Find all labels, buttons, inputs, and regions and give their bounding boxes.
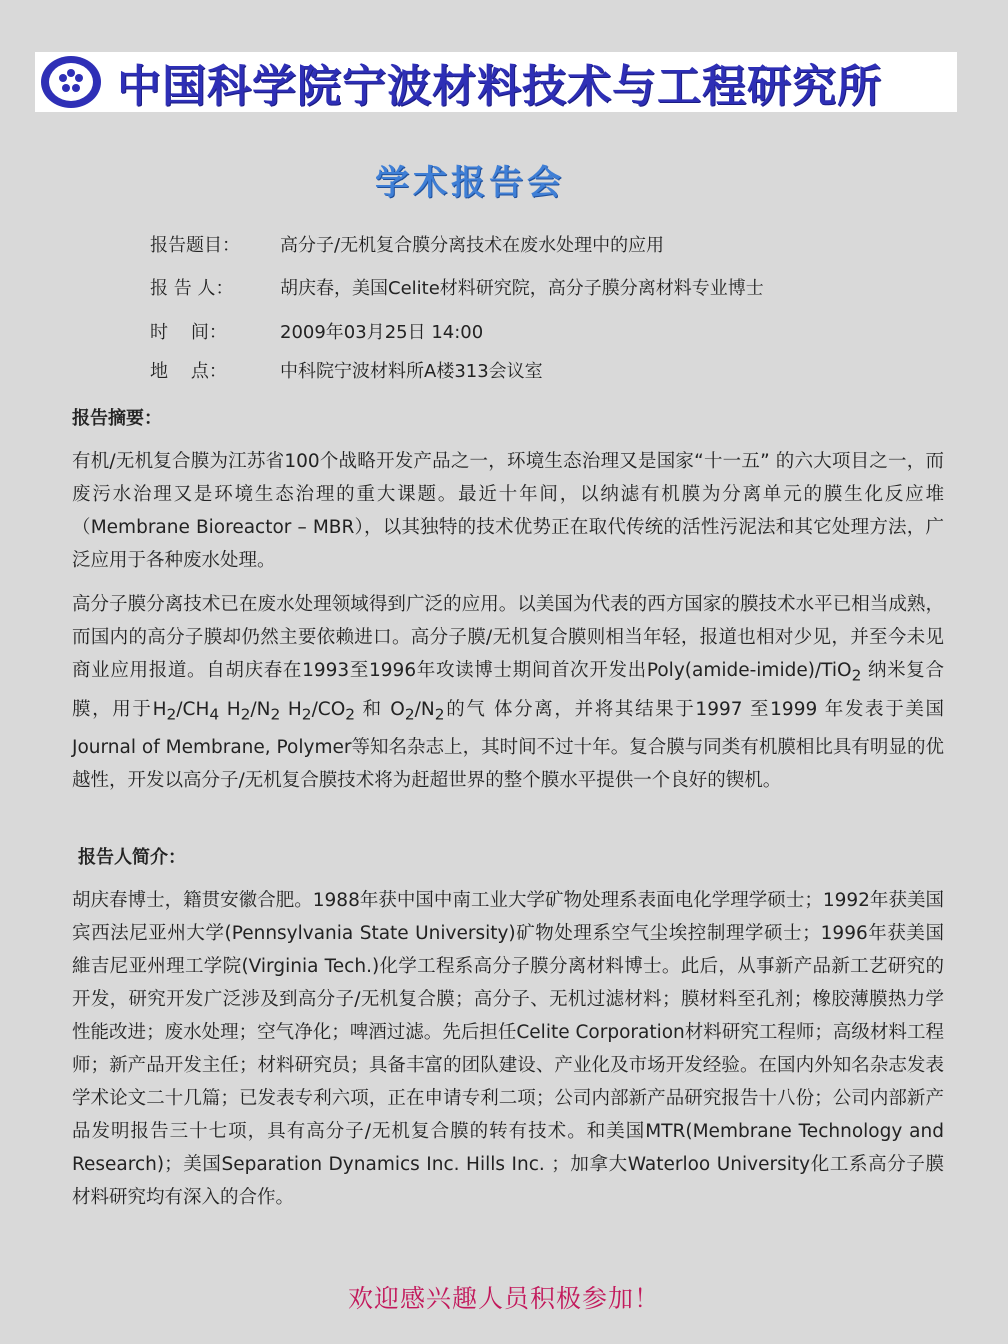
- closing-invitation: 欢迎感兴趣人员积极参加！: [347, 1284, 660, 1313]
- info-topic-row: [150, 231, 664, 257]
- info-speaker-row: [150, 274, 764, 300]
- event-title: 学术报告会: [375, 163, 565, 203]
- topic-value: 高分子/无机复合膜分离技术在废水处理中的应用: [280, 235, 665, 256]
- bio-heading: 报告人简介：: [78, 847, 186, 868]
- cas-emblem-icon: [39, 54, 103, 110]
- speaker-label: 报 告 人：: [150, 278, 234, 299]
- abstract-heading: 报告摘要：: [72, 408, 162, 429]
- place-label: 地 点：: [150, 361, 227, 382]
- speaker-value: 胡庆春，美国Celite材料研究院，高分子膜分离材料专业博士: [280, 278, 764, 299]
- time-value: 2009年03月25日 14:00: [280, 322, 484, 343]
- info-time-row: [150, 318, 483, 344]
- place-value: 中科院宁波材料所A楼313会议室: [280, 361, 543, 382]
- bio-paragraph: 胡庆春博士，籍贯安徽合肥。1988年获中国中南工业大学矿物处理系表面电化学理学硕士；1992年获美国宾西法尼亚州大学(Pennsylvania State University)矿物处理系空气尘埃控制理学硕士；1996年获美国維吉尼亚州理工学院(Virginia Tech.)化学工程系高分子膜分离材料博士。此后，从事新产品新工艺研究的开发，研究开发广泛涉及到高分子/无机复合膜；高分子、无机过滤材料；膜材料至孔剂；橡胶薄膜热力学性能改进；废水处理；空气净化；啤酒过滤。先后担任Celite Corporation材料研究工程师；高级材料工程师；新产品开发主任；材料研究员；具备丰富的团队建设、产业化及市场开发经验。在国内外知名杂志发表学术论文二十几篇；已发表专利六项，正在申请专利二项；公司内部新产品研究报告十八份；公司内部新产品发明报告三十七项，具有高分子/无机复合膜的转有技术。和美国MTR(Membrane Technology and Research)；美国Separation Dynamics Inc. Hills Inc. ；加拿大Waterloo University化工系高分子膜材料研究均有深入的合作。: [72, 890, 944, 1208]
- time-label: 时 间：: [150, 322, 227, 343]
- institute-name: 中国科学院宁波材料技术与工程研究所: [117, 61, 882, 112]
- topic-label: 报告题目：: [150, 235, 240, 256]
- info-place-row: [150, 357, 543, 383]
- abstract-paragraph-2: 高分子膜分离技术已在废水处理领域得到广泛的应用。以美国为代表的西方国家的膜技术水平已相当成熟，而国内的高分子膜却仍然主要依赖进口。高分子膜/无机复合膜则相当年轻，报道也相对少见，并至今未见商业应用报道。自胡庆春在1993至1996年攻读博士期间首次开发出Poly(amide-imide)/TiO$_2$ 纳米复合膜，用于$H_2/CH_4$ $H_2/N_2$ $H_2/CO_2$ 和 $O_2/N_2$的气 体分离，并将其结果于1997 至1999 年发表于美国 Journal of Membrane, Polymer等知名杂志上，其时间不过十年。复合膜与同类有机膜相比具有明显的优越性，开发以高分子/无机复合膜技术将为赶超世界的整个膜水平提供一个良好的锲机。: [72, 594, 944, 792]
- institute-banner: [35, 52, 957, 112]
- abstract-paragraph-1: 有机/无机复合膜为江苏省100个战略开发产品之一，环境生态治理又是国家“十一五” 的六大项目之一，而废污水治理又是环境生态治理的重大课题。最近十年间，以纳滤有机膜为分离单元的膜生化反应堆（Membrane Bioreactor – MBR），以其独特的技术优势正在取代传统的活性污泥法和其它处理方法，广泛应用于各种废水处理。: [72, 451, 944, 571]
